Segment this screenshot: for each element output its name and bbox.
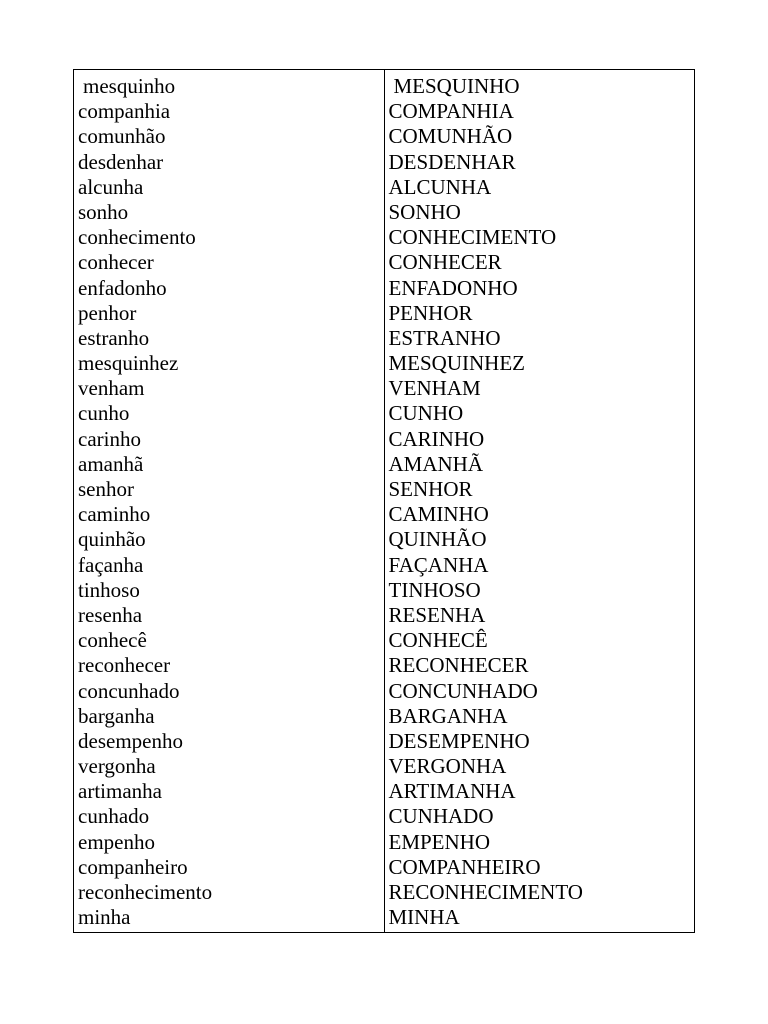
lowercase-word: sonho xyxy=(78,199,129,224)
uppercase-word: MINHA xyxy=(388,905,460,930)
uppercase-word: BARGANHA xyxy=(388,703,508,728)
uppercase-word: SENHOR xyxy=(388,477,473,501)
uppercase-word: ALCUNHA xyxy=(388,174,492,199)
lowercase-word: carinho xyxy=(78,426,141,451)
uppercase-word: ESTRANHO xyxy=(388,325,501,350)
lowercase-word: conhecê xyxy=(78,628,147,653)
lowercase-word: barganha xyxy=(78,703,155,728)
lowercase-word: venham xyxy=(78,376,145,401)
uppercase-word: VERGONHA xyxy=(388,754,507,779)
lowercase-word: companheiro xyxy=(78,854,188,879)
uppercase-word: RECONHECIMENTO xyxy=(388,880,583,904)
lowercase-word: comunhão xyxy=(78,124,166,149)
lowercase-word: artimanha xyxy=(78,779,162,804)
uppercase-word: DESEMPENHO xyxy=(388,728,530,753)
lowercase-word: minha xyxy=(78,905,131,930)
uppercase-word: COMPANHIA xyxy=(388,99,514,124)
lowercase-word: senhor xyxy=(78,477,134,501)
lowercase-word: cunho xyxy=(78,401,130,426)
lowercase-word: reconhecimento xyxy=(78,880,213,904)
lowercase-word: companhia xyxy=(78,99,171,124)
table-row xyxy=(74,70,695,933)
lowercase-column xyxy=(74,70,385,933)
lowercase-word: conhecimento xyxy=(78,225,196,250)
lowercase-word: reconhecer xyxy=(78,653,171,678)
uppercase-word-list xyxy=(389,74,691,930)
uppercase-word: AMANHÃ xyxy=(388,451,483,476)
lowercase-word: caminho xyxy=(78,502,151,527)
lowercase-word: vergonha xyxy=(78,754,156,779)
uppercase-word: ENFADONHO xyxy=(388,275,518,300)
lowercase-word: façanha xyxy=(78,552,144,577)
word-table xyxy=(73,69,695,933)
lowercase-word: empenho xyxy=(78,829,155,854)
uppercase-word: CAMINHO xyxy=(388,502,489,527)
uppercase-word: COMUNHÃO xyxy=(388,124,513,149)
uppercase-word: EMPENHO xyxy=(388,829,491,854)
lowercase-word: enfadonho xyxy=(78,275,167,300)
uppercase-word: VENHAM xyxy=(388,376,481,401)
uppercase-word: CONHECIMENTO xyxy=(388,225,557,250)
lowercase-word-list xyxy=(78,74,380,930)
lowercase-word: resenha xyxy=(78,602,143,627)
uppercase-word: RECONHECER xyxy=(388,653,529,678)
lowercase-word: desdenhar xyxy=(78,149,164,174)
uppercase-word: CARINHO xyxy=(388,426,485,451)
lowercase-word: mesquinhez xyxy=(78,351,179,376)
uppercase-column xyxy=(384,70,695,933)
uppercase-word: SONHO xyxy=(388,199,461,224)
lowercase-word: desempenho xyxy=(78,728,183,753)
uppercase-word: DESDENHAR xyxy=(388,149,516,174)
uppercase-word: CUNHADO xyxy=(388,804,494,829)
lowercase-word: estranho xyxy=(78,325,150,350)
lowercase-word: mesquinho xyxy=(83,74,176,98)
lowercase-word: concunhado xyxy=(78,678,180,703)
uppercase-word: CONCUNHADO xyxy=(388,678,538,703)
uppercase-word: MESQUINHO xyxy=(393,74,520,98)
uppercase-word: FAÇANHA xyxy=(388,552,489,577)
uppercase-word: RESENHA xyxy=(388,602,486,627)
lowercase-word: tinhoso xyxy=(78,577,140,602)
uppercase-word: CUNHO xyxy=(388,401,464,426)
uppercase-word: PENHOR xyxy=(388,300,473,325)
uppercase-word: QUINHÃO xyxy=(388,527,487,552)
lowercase-word: penhor xyxy=(78,300,137,325)
lowercase-word: alcunha xyxy=(78,174,144,199)
uppercase-word: CONHECÊ xyxy=(388,628,488,653)
uppercase-word: COMPANHEIRO xyxy=(388,854,541,879)
uppercase-word: CONHECER xyxy=(388,250,502,275)
lowercase-word: conhecer xyxy=(78,250,154,275)
lowercase-word: quinhão xyxy=(78,527,146,552)
lowercase-word: cunhado xyxy=(78,804,150,829)
uppercase-word: MESQUINHEZ xyxy=(388,351,525,376)
uppercase-word: TINHOSO xyxy=(388,577,481,602)
lowercase-word: amanhã xyxy=(78,451,144,476)
uppercase-word: ARTIMANHA xyxy=(388,779,516,804)
